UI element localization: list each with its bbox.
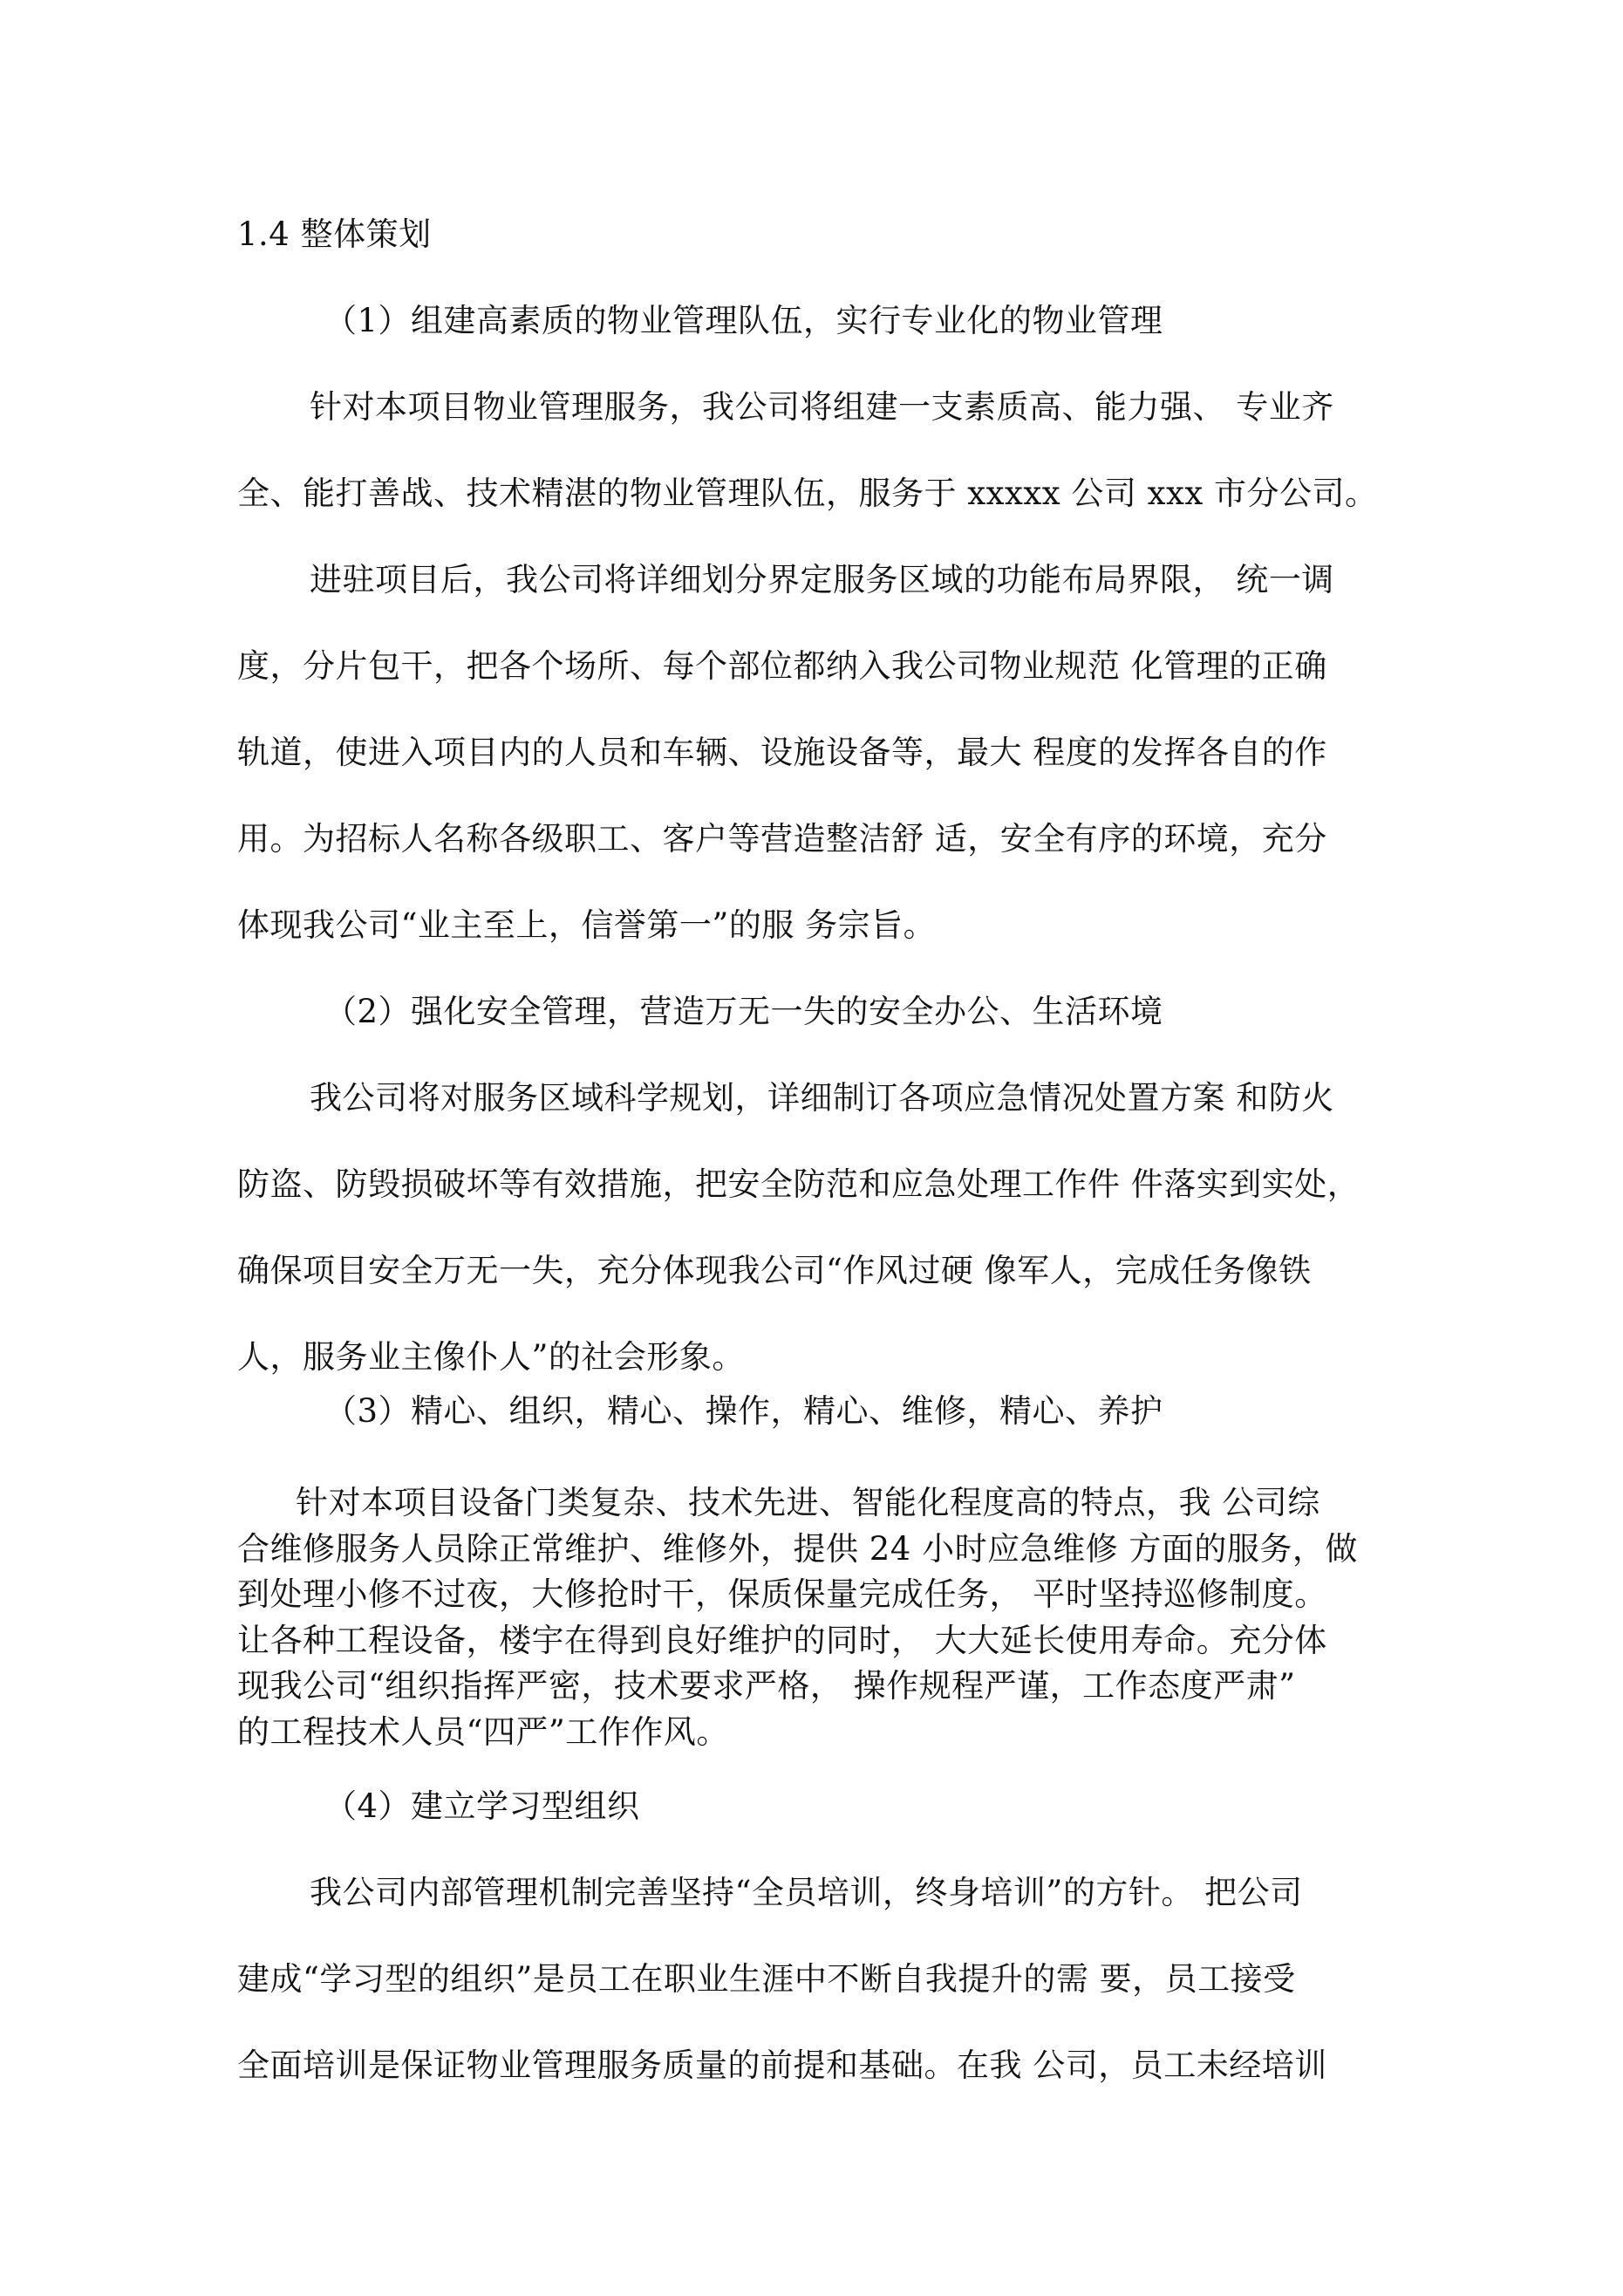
paragraph-line: 进驻项目后，我公司将详细划分界定服务区域的功能布局界限， 统一调 <box>310 561 1334 598</box>
paragraph-line: 让各种工程设备，楼宇在得到良好维护的同时， 大大延长使用寿命。充分体 <box>237 1622 1327 1659</box>
paragraph-line: 体现我公司“业主至上，信誉第一”的服 务宗旨。 <box>237 906 937 944</box>
subheading-1: （1）组建高素质的物业管理队伍，实行专业化的物业管理 <box>324 302 1163 339</box>
paragraph-line: 人，服务业主像仆人”的社会形象。 <box>237 1338 745 1376</box>
paragraph-line: 全、能打善战、技术精湛的物业管理队伍，服务于 xxxxx 公司 xxx 市分公司。 <box>237 475 1378 512</box>
paragraph-line: 针对本项目物业管理服务，我公司将组建一支素质高、能力强、 专业齐 <box>310 388 1334 426</box>
paragraph-line: 全面培训是保证物业管理服务质量的前提和基础。在我 公司，员工未经培训 <box>237 2047 1327 2084</box>
paragraph-line: 建成“学习型的组织”是员工在职业生涯中不断自我提升的需 要，员工接受 <box>237 1960 1296 1998</box>
paragraph-line: 我公司内部管理机制完善坚持“全员培训，终身培训”的方针。 把公司 <box>310 1874 1303 1911</box>
paragraph-line: 的工程技术人员“四严”工作作风。 <box>237 1713 729 1751</box>
paragraph-line: 到处理小修不过夜，大修抢时干，保质保量完成任务， 平时坚持巡修制度。 <box>237 1575 1327 1613</box>
paragraph-line: 度，分片包干，把各个场所、每个部位都纳入我公司物业规范 化管理的正确 <box>237 647 1327 685</box>
paragraph-line: 现我公司“组织指挥严密，技术要求严格， 操作规程严谨，工作态度严肃” <box>237 1667 1296 1705</box>
paragraph-line: 合维修服务人员除正常维护、维修外，提供 24 小时应急维修 方面的服务，做 <box>237 1530 1358 1568</box>
paragraph-line: 用。为招标人名称各级职工、客户等营造整洁舒 适，安全有序的环境，充分 <box>237 820 1327 858</box>
paragraph-line: 我公司将对服务区域科学规划，详细制订各项应急情况处置方案 和防火 <box>310 1079 1334 1117</box>
paragraph-line: 防盗、防毁损破坏等有效措施，把安全防范和应急处理工作件 件落实到实处， <box>237 1165 1360 1203</box>
subheading-3: （3）精心、组织，精心、操作，精心、维修，精心、养护 <box>324 1392 1163 1430</box>
paragraph-line: 轨道，使进入项目内的人员和车辆、设施设备等，最大 程度的发挥各自的作 <box>237 734 1327 771</box>
section-heading: 1.4 整体策划 <box>237 215 432 253</box>
paragraph-line: 确保项目安全万无一失，充分体现我公司“作风过硬 像军人，完成任务像铁 <box>237 1252 1312 1289</box>
paragraph-line: 针对本项目设备门类复杂、技术先进、智能化程度高的特点，我 公司综 <box>296 1484 1320 1521</box>
subheading-2: （2）强化安全管理，营造万无一失的安全办公、生活环境 <box>324 993 1163 1030</box>
subheading-4: （4）建立学习型组织 <box>324 1787 640 1825</box>
